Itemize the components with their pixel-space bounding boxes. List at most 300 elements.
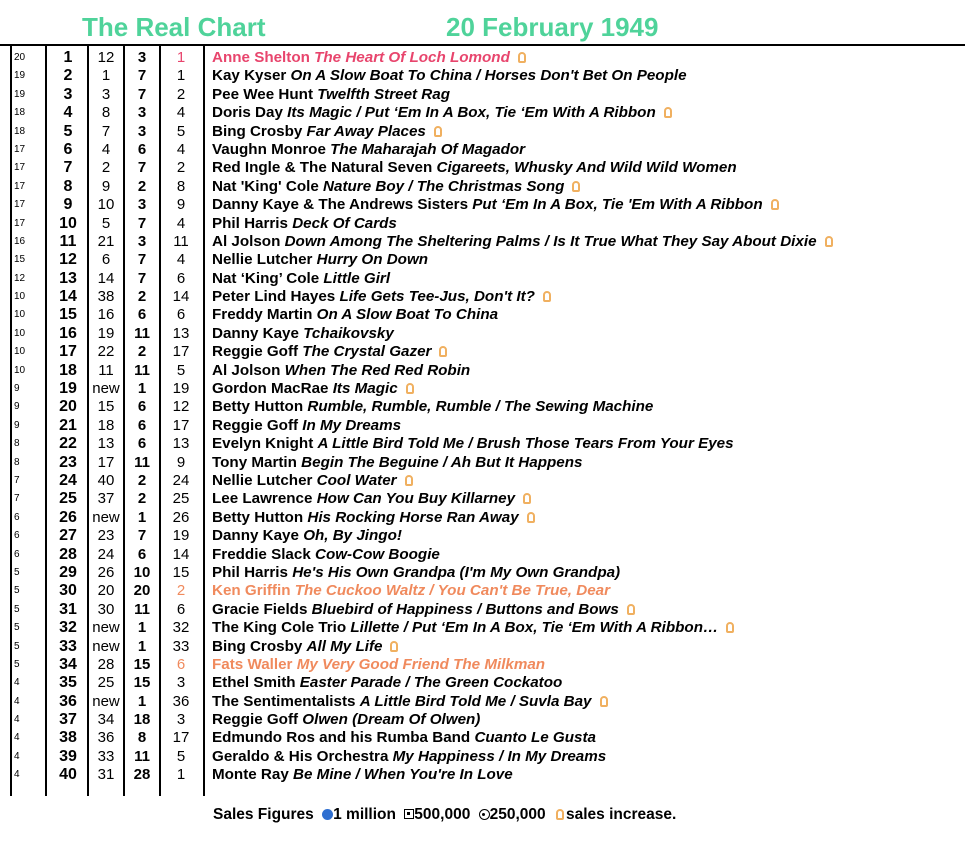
peak-position-cell: 24 bbox=[172, 471, 190, 489]
weeks-at-position-cell: 10 bbox=[14, 291, 26, 303]
sales-increase-icon bbox=[543, 291, 551, 302]
table-row bbox=[0, 748, 965, 766]
last-week-cell: 18 bbox=[97, 416, 115, 434]
peak-position-cell: 9 bbox=[176, 453, 186, 471]
artist-name: Gracie Fields bbox=[212, 600, 308, 618]
weeks-on-chart-cell: 3 bbox=[137, 196, 147, 214]
artist-name: Fats Waller bbox=[212, 655, 293, 673]
last-week-cell: new bbox=[92, 619, 120, 637]
table-row bbox=[0, 86, 965, 104]
table-row bbox=[0, 674, 965, 692]
last-week-cell: 12 bbox=[97, 49, 115, 66]
song-title: Be Mine / When You're In Love bbox=[293, 766, 513, 784]
position-cell: 30 bbox=[59, 582, 77, 600]
position-cell: 37 bbox=[59, 711, 77, 729]
song-title: On A Slow Boat To China / Horses Don't Bet On People bbox=[290, 67, 687, 85]
table-row bbox=[0, 159, 965, 177]
peak-position-cell: 1 bbox=[176, 766, 186, 784]
legend-half-million: 500,000 bbox=[414, 806, 471, 823]
artist-name: Lee Lawrence bbox=[212, 490, 313, 508]
artist-name: Phil Harris bbox=[212, 563, 288, 581]
song-title: The Maharajah Of Magador bbox=[330, 140, 526, 158]
song-title: Tchaikovsky bbox=[303, 324, 394, 342]
weeks-on-chart-cell: 2 bbox=[137, 471, 147, 489]
weeks-at-position-cell: 6 bbox=[14, 511, 20, 523]
weeks-on-chart-cell: 11 bbox=[134, 453, 150, 471]
last-week-cell: 20 bbox=[97, 582, 115, 600]
entry-cell bbox=[212, 398, 653, 416]
weeks-at-position-cell: 19 bbox=[14, 70, 26, 82]
artist-name: Vaughn Monroe bbox=[212, 140, 326, 158]
song-title: Cigareets, Whusky And Wild Wild Women bbox=[436, 159, 737, 177]
peak-position-cell: 4 bbox=[176, 104, 186, 122]
table-row bbox=[0, 509, 965, 527]
song-title: Deck Of Cards bbox=[292, 214, 397, 232]
entry-cell bbox=[212, 270, 390, 288]
last-week-cell: 9 bbox=[101, 177, 111, 195]
song-title: The Heart Of Loch Lomond bbox=[314, 49, 510, 66]
entry-cell bbox=[212, 472, 413, 490]
last-week-cell: new bbox=[92, 508, 120, 526]
entry-cell bbox=[212, 67, 687, 85]
peak-position-cell: 6 bbox=[176, 655, 186, 673]
song-title: The Cuckoo Waltz / You Can't Be True, Dear bbox=[294, 582, 610, 600]
entry-cell bbox=[212, 435, 734, 453]
artist-name: Gordon MacRae bbox=[212, 380, 329, 398]
peak-position-cell: 17 bbox=[172, 729, 190, 747]
entry-cell bbox=[212, 711, 480, 729]
table-row bbox=[0, 711, 965, 729]
sales-increase-icon bbox=[825, 236, 833, 247]
entry-cell bbox=[212, 582, 610, 600]
table-row bbox=[0, 49, 965, 67]
entry-cell bbox=[212, 159, 737, 177]
position-cell: 4 bbox=[63, 104, 73, 122]
table-row bbox=[0, 343, 965, 361]
song-title: Twelfth Street Rag bbox=[317, 85, 450, 103]
entry-cell bbox=[212, 693, 608, 711]
entry-cell bbox=[212, 564, 620, 582]
artist-name: Pee Wee Hunt bbox=[212, 85, 313, 103]
entry-cell bbox=[212, 288, 551, 306]
weeks-on-chart-cell: 18 bbox=[133, 711, 151, 729]
table-row bbox=[0, 270, 965, 288]
last-week-cell: 14 bbox=[97, 269, 115, 287]
entry-cell bbox=[212, 306, 498, 324]
last-week-cell: 25 bbox=[97, 674, 115, 692]
weeks-at-position-cell: 17 bbox=[14, 217, 26, 229]
position-cell: 11 bbox=[59, 232, 77, 250]
artist-name: Evelyn Knight bbox=[212, 435, 314, 453]
weeks-on-chart-cell: 6 bbox=[137, 306, 147, 324]
weeks-on-chart-cell: 7 bbox=[137, 251, 147, 269]
entry-cell bbox=[212, 656, 545, 674]
song-title: Its Magic / Put ‘Em In A Box, Tie ‘Em With A Ribbon bbox=[287, 104, 656, 122]
artist-name: Geraldo & His Orchestra bbox=[212, 747, 389, 765]
weeks-at-position-cell: 7 bbox=[14, 493, 20, 505]
header-rule bbox=[0, 44, 965, 46]
peak-position-cell: 13 bbox=[172, 435, 190, 453]
position-cell: 9 bbox=[63, 196, 73, 214]
weeks-at-position-cell: 4 bbox=[14, 769, 20, 781]
weeks-on-chart-cell: 2 bbox=[137, 177, 147, 195]
song-title: My Very Good Friend The Milkman bbox=[296, 655, 546, 673]
song-title: Easter Parade / The Green Cockatoo bbox=[299, 674, 563, 692]
last-week-cell: 15 bbox=[97, 398, 115, 416]
sales-increase-icon bbox=[518, 52, 526, 63]
weeks-at-position-cell: 4 bbox=[14, 750, 20, 762]
chart-title: The Real Chart bbox=[82, 12, 266, 42]
table-row bbox=[0, 601, 965, 619]
artist-name: Peter Lind Hayes bbox=[212, 288, 336, 306]
position-cell: 6 bbox=[63, 140, 73, 158]
weeks-on-chart-cell: 7 bbox=[137, 214, 147, 232]
song-title: His Rocking Horse Ran Away bbox=[307, 508, 519, 526]
song-title: Olwen (Dream Of Olwen) bbox=[302, 711, 481, 729]
entry-cell bbox=[212, 638, 398, 656]
weeks-on-chart-cell: 7 bbox=[137, 159, 147, 177]
table-row bbox=[0, 472, 965, 490]
sales-increase-icon bbox=[405, 475, 413, 486]
weeks-on-chart-cell: 6 bbox=[137, 545, 147, 563]
weeks-on-chart-cell: 3 bbox=[137, 104, 147, 122]
weeks-at-position-cell: 19 bbox=[14, 88, 26, 100]
weeks-at-position-cell: 6 bbox=[14, 548, 20, 560]
table-row bbox=[0, 251, 965, 269]
entry-cell bbox=[212, 601, 635, 619]
song-title: Bluebird of Happiness / Buttons and Bows bbox=[311, 600, 619, 618]
sales-increase-icon bbox=[439, 346, 447, 357]
weeks-at-position-cell: 7 bbox=[14, 474, 20, 486]
last-week-cell: 6 bbox=[101, 251, 111, 269]
weeks-at-position-cell: 20 bbox=[14, 52, 26, 63]
last-week-cell: 11 bbox=[98, 361, 114, 379]
last-week-cell: 30 bbox=[97, 600, 115, 618]
weeks-on-chart-cell: 7 bbox=[137, 67, 147, 85]
peak-position-cell: 12 bbox=[172, 398, 190, 416]
position-cell: 24 bbox=[59, 471, 77, 489]
last-week-cell: 37 bbox=[97, 490, 115, 508]
sales-legend bbox=[213, 806, 676, 824]
weeks-at-position-cell: 5 bbox=[14, 622, 20, 634]
last-week-cell: new bbox=[92, 380, 120, 398]
weeks-on-chart-cell: 1 bbox=[137, 508, 147, 526]
entry-cell bbox=[212, 729, 596, 747]
song-title: Cow-Cow Boogie bbox=[315, 545, 440, 563]
last-week-cell: 2 bbox=[101, 159, 111, 177]
artist-name: Tony Martin bbox=[212, 453, 297, 471]
table-row bbox=[0, 215, 965, 233]
table-row bbox=[0, 638, 965, 656]
artist-name: Ethel Smith bbox=[212, 674, 296, 692]
peak-position-cell: 5 bbox=[176, 122, 186, 140]
weeks-at-position-cell: 10 bbox=[14, 309, 26, 321]
chart-header bbox=[0, 0, 965, 44]
peak-position-cell: 26 bbox=[172, 508, 190, 526]
position-cell: 38 bbox=[59, 729, 77, 747]
weeks-at-position-cell: 18 bbox=[14, 125, 26, 137]
weeks-at-position-cell: 17 bbox=[14, 199, 26, 211]
peak-position-cell: 4 bbox=[176, 251, 186, 269]
table-row bbox=[0, 729, 965, 747]
last-week-cell: 10 bbox=[97, 196, 115, 214]
artist-name: Reggie Goff bbox=[212, 711, 299, 729]
weeks-on-chart-cell: 28 bbox=[133, 766, 151, 784]
legend-quarter-million: 250,000 bbox=[489, 806, 546, 823]
position-cell: 35 bbox=[59, 674, 77, 692]
weeks-on-chart-cell: 7 bbox=[137, 527, 147, 545]
song-title: Little Girl bbox=[323, 269, 391, 287]
position-cell: 31 bbox=[59, 600, 77, 618]
weeks-at-position-cell: 15 bbox=[14, 254, 26, 266]
weeks-at-position-cell: 5 bbox=[14, 585, 20, 597]
table-row bbox=[0, 766, 965, 784]
table-row bbox=[0, 104, 965, 122]
artist-name: Anne Shelton bbox=[212, 49, 310, 66]
song-title: Lillette / Put ‘Em In A Box, Tie ‘Em With A Ribbon… bbox=[350, 619, 719, 637]
last-week-cell: 7 bbox=[101, 122, 111, 140]
table-row bbox=[0, 435, 965, 453]
table-row bbox=[0, 67, 965, 85]
peak-position-cell: 3 bbox=[176, 711, 186, 729]
position-cell: 21 bbox=[59, 416, 77, 434]
artist-name: Edmundo Ros and his Rumba Band bbox=[212, 729, 471, 747]
peak-position-cell: 19 bbox=[172, 380, 190, 398]
million-icon bbox=[322, 809, 333, 820]
weeks-at-position-cell: 4 bbox=[14, 677, 20, 689]
entry-cell bbox=[212, 509, 535, 527]
position-cell: 32 bbox=[59, 619, 77, 637]
entry-cell bbox=[212, 490, 531, 508]
position-cell: 2 bbox=[63, 67, 73, 85]
table-row bbox=[0, 546, 965, 564]
table-row bbox=[0, 582, 965, 600]
last-week-cell: 40 bbox=[97, 471, 115, 489]
song-title: A Little Bird Told Me / Suvla Bay bbox=[359, 692, 592, 710]
peak-position-cell: 4 bbox=[176, 140, 186, 158]
weeks-at-position-cell: 5 bbox=[14, 640, 20, 652]
table-row bbox=[0, 490, 965, 508]
weeks-on-chart-cell: 1 bbox=[137, 380, 147, 398]
peak-position-cell: 15 bbox=[172, 563, 190, 581]
half-million-icon bbox=[404, 809, 414, 819]
weeks-on-chart-cell: 2 bbox=[137, 490, 147, 508]
table-row bbox=[0, 233, 965, 251]
peak-position-cell: 5 bbox=[176, 361, 186, 379]
entry-cell bbox=[212, 619, 734, 637]
sales-increase-icon bbox=[627, 604, 635, 615]
entry-cell bbox=[212, 766, 513, 784]
song-title: My Happiness / In My Dreams bbox=[392, 747, 607, 765]
last-week-cell: 36 bbox=[97, 729, 115, 747]
position-cell: 20 bbox=[59, 398, 77, 416]
weeks-on-chart-cell: 3 bbox=[137, 232, 147, 250]
weeks-on-chart-cell: 7 bbox=[137, 85, 147, 103]
weeks-on-chart-cell: 20 bbox=[133, 582, 151, 600]
artist-name: Freddy Martin bbox=[212, 306, 313, 324]
sales-increase-icon bbox=[664, 107, 672, 118]
artist-name: Danny Kaye bbox=[212, 527, 299, 545]
last-week-cell: new bbox=[92, 637, 120, 655]
peak-position-cell: 2 bbox=[176, 159, 186, 177]
weeks-at-position-cell: 10 bbox=[14, 327, 26, 339]
song-title: Cuanto Le Gusta bbox=[474, 729, 596, 747]
weeks-at-position-cell: 9 bbox=[14, 401, 20, 413]
table-row bbox=[0, 325, 965, 343]
table-row bbox=[0, 141, 965, 159]
position-cell: 1 bbox=[63, 49, 73, 66]
artist-name: Bing Crosby bbox=[212, 637, 303, 655]
song-title: Down Among The Sheltering Palms / Is It True What They Say About Dixie bbox=[284, 232, 817, 250]
position-cell: 3 bbox=[63, 85, 73, 103]
position-cell: 26 bbox=[59, 508, 77, 526]
position-cell: 17 bbox=[59, 343, 77, 361]
weeks-on-chart-cell: 3 bbox=[137, 49, 147, 66]
entry-cell bbox=[212, 86, 450, 104]
last-week-cell: 31 bbox=[97, 766, 115, 784]
weeks-on-chart-cell: 6 bbox=[137, 416, 147, 434]
artist-name: Reggie Goff bbox=[212, 343, 299, 361]
position-cell: 40 bbox=[59, 766, 77, 784]
sales-increase-icon bbox=[726, 622, 734, 633]
weeks-on-chart-cell: 10 bbox=[133, 563, 151, 581]
table-row bbox=[0, 564, 965, 582]
position-cell: 23 bbox=[59, 453, 77, 471]
entry-cell bbox=[212, 49, 526, 67]
weeks-on-chart-cell: 6 bbox=[137, 398, 147, 416]
entry-cell bbox=[212, 674, 562, 692]
last-week-cell: 21 bbox=[97, 232, 115, 250]
artist-name: The Sentimentalists bbox=[212, 692, 356, 710]
peak-position-cell: 13 bbox=[172, 324, 190, 342]
table-row bbox=[0, 380, 965, 398]
entry-cell bbox=[212, 362, 470, 380]
song-title: Nature Boy / The Christmas Song bbox=[323, 177, 565, 195]
peak-position-cell: 2 bbox=[176, 582, 186, 600]
last-week-cell: 1 bbox=[101, 67, 111, 85]
position-cell: 15 bbox=[59, 306, 77, 324]
last-week-cell: 17 bbox=[97, 453, 115, 471]
song-title: Cool Water bbox=[316, 471, 397, 489]
sales-increase-icon bbox=[600, 696, 608, 707]
position-cell: 12 bbox=[59, 251, 77, 269]
peak-position-cell: 1 bbox=[176, 67, 186, 85]
weeks-at-position-cell: 9 bbox=[14, 383, 20, 395]
last-week-cell: 33 bbox=[97, 747, 115, 765]
weeks-at-position-cell: 8 bbox=[14, 438, 20, 450]
peak-position-cell: 2 bbox=[176, 85, 186, 103]
artist-name: The King Cole Trio bbox=[212, 619, 347, 637]
peak-position-cell: 25 bbox=[172, 490, 190, 508]
weeks-on-chart-cell: 6 bbox=[137, 140, 147, 158]
artist-name: Nat ‘King’ Cole bbox=[212, 269, 320, 287]
peak-position-cell: 17 bbox=[172, 343, 190, 361]
artist-name: Al Jolson bbox=[212, 361, 281, 379]
last-week-cell: 19 bbox=[97, 324, 115, 342]
peak-position-cell: 5 bbox=[176, 747, 186, 765]
table-row bbox=[0, 454, 965, 472]
artist-name: Al Jolson bbox=[212, 232, 281, 250]
position-cell: 36 bbox=[59, 692, 77, 710]
entry-cell bbox=[212, 196, 779, 214]
weeks-at-position-cell: 10 bbox=[14, 346, 26, 358]
song-title: In My Dreams bbox=[302, 416, 402, 434]
artist-name: Betty Hutton bbox=[212, 398, 304, 416]
artist-name: Kay Kyser bbox=[212, 67, 287, 85]
peak-position-cell: 19 bbox=[172, 527, 190, 545]
weeks-at-position-cell: 5 bbox=[14, 566, 20, 578]
last-week-cell: 16 bbox=[97, 306, 115, 324]
entry-cell bbox=[212, 123, 442, 141]
chart-table bbox=[0, 49, 965, 785]
last-week-cell: 3 bbox=[101, 85, 111, 103]
weeks-on-chart-cell: 1 bbox=[137, 619, 147, 637]
peak-position-cell: 9 bbox=[176, 196, 186, 214]
table-row bbox=[0, 123, 965, 141]
entry-cell bbox=[212, 178, 580, 196]
table-row bbox=[0, 306, 965, 324]
last-week-cell: 23 bbox=[97, 527, 115, 545]
weeks-at-position-cell: 17 bbox=[14, 162, 26, 174]
position-cell: 13 bbox=[59, 269, 77, 287]
position-cell: 5 bbox=[63, 122, 73, 140]
weeks-on-chart-cell: 3 bbox=[137, 122, 147, 140]
sales-increase-icon bbox=[523, 493, 531, 504]
position-cell: 8 bbox=[63, 177, 73, 195]
song-title: Put ‘Em In A Box, Tie 'Em With A Ribbon bbox=[472, 196, 763, 214]
weeks-on-chart-cell: 11 bbox=[134, 361, 150, 379]
table-row bbox=[0, 693, 965, 711]
artist-name: Bing Crosby bbox=[212, 122, 303, 140]
table-row bbox=[0, 288, 965, 306]
weeks-on-chart-cell: 15 bbox=[133, 655, 151, 673]
song-title: Oh, By Jingo! bbox=[303, 527, 402, 545]
song-title: The Crystal Gazer bbox=[302, 343, 432, 361]
position-cell: 34 bbox=[59, 655, 77, 673]
last-week-cell: 13 bbox=[97, 435, 115, 453]
entry-cell bbox=[212, 527, 402, 545]
weeks-at-position-cell: 6 bbox=[14, 530, 20, 542]
entry-cell bbox=[212, 417, 401, 435]
weeks-on-chart-cell: 1 bbox=[137, 637, 147, 655]
peak-position-cell: 6 bbox=[176, 269, 186, 287]
last-week-cell: 26 bbox=[97, 563, 115, 581]
weeks-on-chart-cell: 1 bbox=[137, 692, 147, 710]
song-title: Hurry On Down bbox=[316, 251, 429, 269]
weeks-at-position-cell: 9 bbox=[14, 419, 20, 431]
weeks-on-chart-cell: 11 bbox=[134, 324, 150, 342]
weeks-on-chart-cell: 15 bbox=[133, 674, 151, 692]
sales-increase-icon bbox=[406, 383, 414, 394]
weeks-at-position-cell: 10 bbox=[14, 364, 26, 376]
weeks-at-position-cell: 16 bbox=[14, 235, 26, 247]
artist-name: Danny Kaye bbox=[212, 324, 299, 342]
entry-cell bbox=[212, 141, 525, 159]
song-title: How Can You Buy Killarney bbox=[316, 490, 516, 508]
peak-position-cell: 6 bbox=[176, 306, 186, 324]
table-row bbox=[0, 619, 965, 637]
table-row bbox=[0, 398, 965, 416]
weeks-at-position-cell: 4 bbox=[14, 714, 20, 726]
song-title: Life Gets Tee-Jus, Don't It? bbox=[339, 288, 535, 306]
song-title: He's His Own Grandpa (I'm My Own Grandpa) bbox=[292, 563, 621, 581]
table-row bbox=[0, 417, 965, 435]
position-cell: 16 bbox=[59, 324, 77, 342]
table-row bbox=[0, 527, 965, 545]
legend-increase: sales increase. bbox=[565, 806, 677, 823]
last-week-cell: 38 bbox=[97, 288, 115, 306]
peak-position-cell: 1 bbox=[176, 49, 186, 66]
